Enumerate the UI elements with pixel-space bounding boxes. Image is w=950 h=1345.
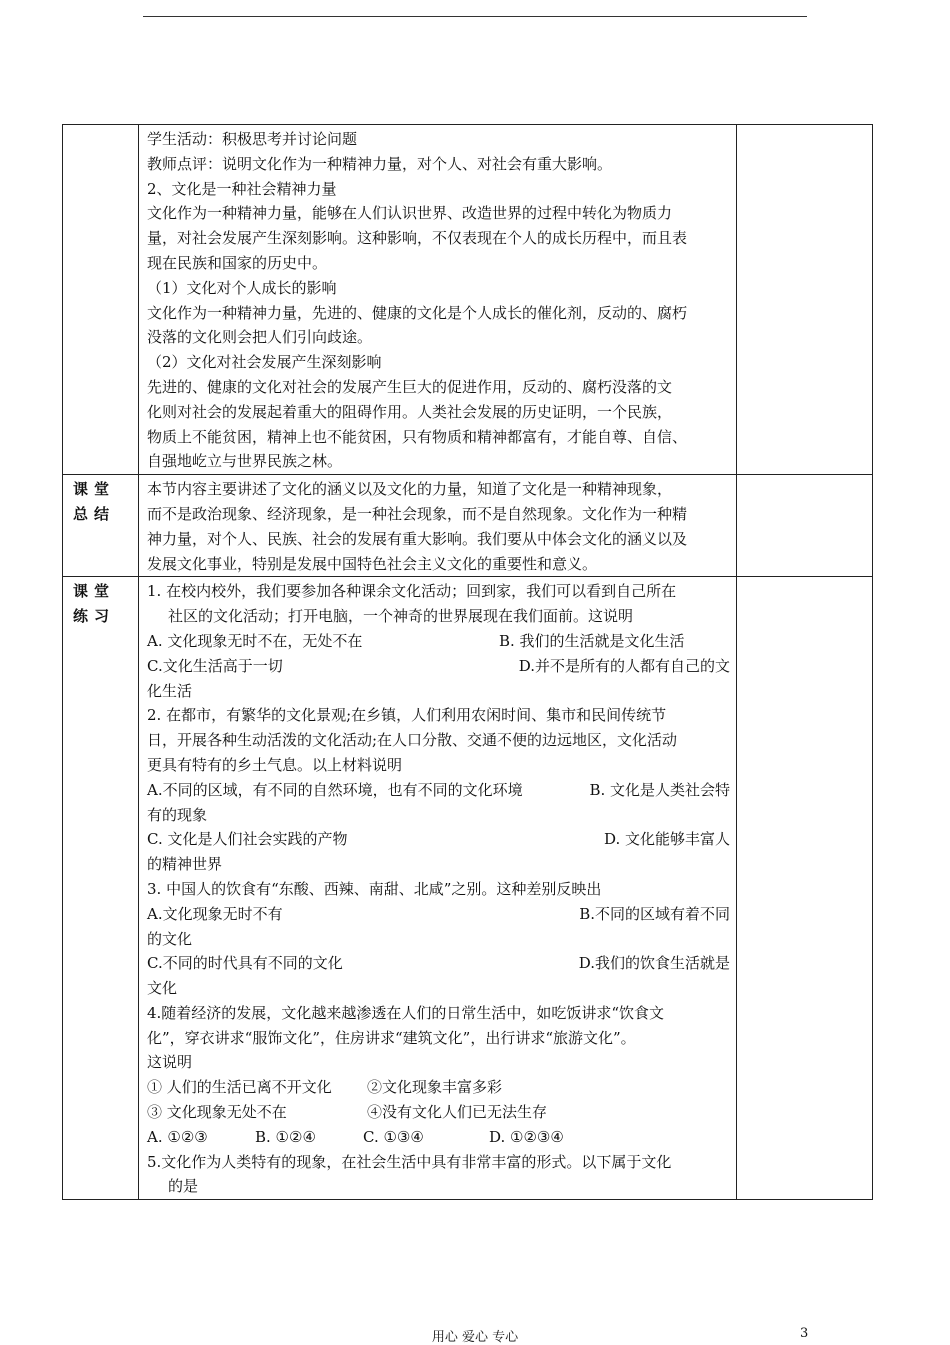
statement-2: ②文化现象丰富多彩 — [367, 1078, 503, 1097]
summary-row — [63, 475, 873, 577]
option-row — [147, 778, 730, 803]
option-row — [147, 951, 730, 976]
statement-4: ④没有文化人们已无法生存 — [367, 1103, 548, 1122]
text-line: 现在民族和国家的历史中。 — [147, 253, 328, 272]
text-line: 自强地屹立与世界民族之林。 — [147, 452, 343, 471]
question-3: 3. 中国人的饮食有“东酸、西辣、南甜、北咸”之别。这种差别反映出 — [147, 879, 602, 898]
option-row — [147, 654, 730, 679]
text-line: 神力量，对个人、民族、社会的发展有重大影响。我们要从中体会文化的涵义以及 — [147, 529, 688, 548]
option-b: B. 文化是人类社会特 — [589, 780, 730, 799]
option-a: A. ①②③ — [147, 1127, 208, 1146]
text-line: 物质上不能贫困，精神上也不能贫困，只有物质和精神都富有，才能自尊、自信、 — [147, 427, 688, 446]
option-c: C. 文化是人们社会实践的产物 — [147, 830, 348, 849]
header-rule — [143, 16, 807, 17]
continuation-row — [63, 125, 873, 475]
notes-cell — [737, 475, 873, 577]
section-heading: 2、文化是一种社会精神力量 — [147, 179, 337, 198]
text-line: 本节内容主要讲述了文化的涵义以及文化的力量，知道了文化是一种精神现象， — [147, 480, 673, 499]
option-b: B. 我们的生活就是文化生活 — [499, 631, 685, 650]
page-number: 3 — [800, 1326, 809, 1341]
question-5-cont: 的是 — [168, 1177, 199, 1196]
option-b: B. ①②④ — [255, 1127, 316, 1146]
option-row — [147, 1125, 730, 1150]
subsection-heading: （2）文化对社会发展产生深刻影响 — [147, 353, 382, 372]
option-d-cont: 化生活 — [147, 681, 193, 700]
question-4-cont: 化”，穿衣讲求“服饰文化”，住房讲求“建筑文化”，出行讲求“旅游文化”。 — [147, 1028, 636, 1047]
text-line: 文化作为一种精神力量，先进的、健康的文化是个人成长的催化剂，反动的、腐朽 — [147, 303, 688, 322]
text-line: 而不是政治现象、经济现象，是一种社会现象，而不是自然现象。文化作为一种精 — [147, 504, 688, 523]
question-4-cont: 这说明 — [147, 1053, 193, 1072]
option-c: C. ①③④ — [363, 1127, 424, 1146]
option-d-cont: 文化 — [147, 979, 178, 998]
question-2-cont: 日，开展各种生动活泼的文化活动;在人口分散、交通不便的边远地区，文化活动 — [147, 731, 678, 750]
option-a: A. 文化现象无时不在，无处不在 — [147, 631, 363, 650]
notes-cell — [737, 125, 873, 475]
empty-label-cell — [63, 125, 139, 475]
option-c: C.文化生活高于一切 — [147, 656, 283, 675]
statement-3: ③ 文化现象无处不在 — [147, 1103, 287, 1122]
option-b: B.不同的区域有着不同 — [579, 904, 730, 923]
statement-row — [147, 1100, 730, 1125]
summary-label: 课堂总结 — [63, 475, 139, 577]
question-1-cont: 社区的文化活动；打开电脑，一个神奇的世界展现在我们面前。这说明 — [168, 607, 634, 626]
question-4: 4.随着经济的发展，文化越来越渗透在人们的日常生活中，如吃饭讲求“饮食文 — [147, 1003, 664, 1022]
exercise-label: 课堂练习 — [63, 577, 139, 1200]
statement-row — [147, 1075, 730, 1100]
option-a: A.不同的区域，有不同的自然环境，也有不同的文化环境 — [147, 780, 523, 799]
question-2: 2. 在都市，有繁华的文化景观;在乡镇，人们利用农闲时间、集市和民间传统节 — [147, 706, 667, 725]
option-row — [147, 902, 730, 927]
text-line: 教师点评：说明文化作为一种精神力量，对个人、对社会有重大影响。 — [147, 154, 613, 173]
text-line: 量，对社会发展产生深刻影响。这种影响，不仅表现在个人的成长历程中，而且表 — [147, 229, 688, 248]
question-2-cont: 更具有特有的乡土气息。以上材料说明 — [147, 755, 403, 774]
option-d: D.我们的饮食生活就是 — [578, 954, 730, 973]
text-line: 发展文化事业，特别是发展中国特色社会主义文化的重要性和意义。 — [147, 554, 598, 573]
text-line: 先进的、健康的文化对社会的发展产生巨大的促进作用，反动的、腐朽没落的文 — [147, 377, 673, 396]
exercise-content — [139, 577, 737, 1200]
subsection-heading: （1）文化对个人成长的影响 — [147, 278, 337, 297]
statement-1: ① 人们的生活已离不开文化 — [147, 1078, 332, 1097]
continuation-content — [139, 125, 737, 475]
text-line: 学生活动：积极思考并讨论问题 — [147, 130, 358, 148]
option-d-cont: 的精神世界 — [147, 855, 223, 874]
option-d: D. 文化能够丰富人 — [603, 830, 730, 849]
text-line: 没落的文化则会把人们引向歧途。 — [147, 328, 373, 347]
question-1: 1. 在校内校外，我们要参加各种课余文化活动；回到家，我们可以看到自己所在 — [147, 582, 677, 601]
notes-cell — [737, 577, 873, 1200]
option-c: C.不同的时代具有不同的文化 — [147, 954, 343, 973]
option-row — [147, 827, 730, 852]
option-b-cont: 有的现象 — [147, 805, 208, 824]
text-line: 文化作为一种精神力量，能够在人们认识世界、改造世界的过程中转化为物质力 — [147, 204, 673, 223]
footer-motto: 用心 爱心 专心 — [431, 1330, 519, 1345]
option-b-cont: 的文化 — [147, 929, 193, 948]
summary-content — [139, 475, 737, 577]
option-a: A.文化现象无时不有 — [147, 904, 283, 923]
question-5: 5.文化作为人类特有的现象，在社会生活中具有非常丰富的形式。以下属于文化 — [147, 1152, 672, 1171]
option-d: D.并不是所有的人都有自己的文 — [518, 656, 730, 675]
option-d: D. ①②③④ — [489, 1127, 564, 1146]
text-line: 化则对社会的发展起着重大的阻碍作用。人类社会发展的历史证明，一个民族， — [147, 402, 673, 421]
option-row — [147, 629, 730, 654]
lesson-plan-table — [62, 124, 873, 1200]
exercise-row — [63, 577, 873, 1200]
